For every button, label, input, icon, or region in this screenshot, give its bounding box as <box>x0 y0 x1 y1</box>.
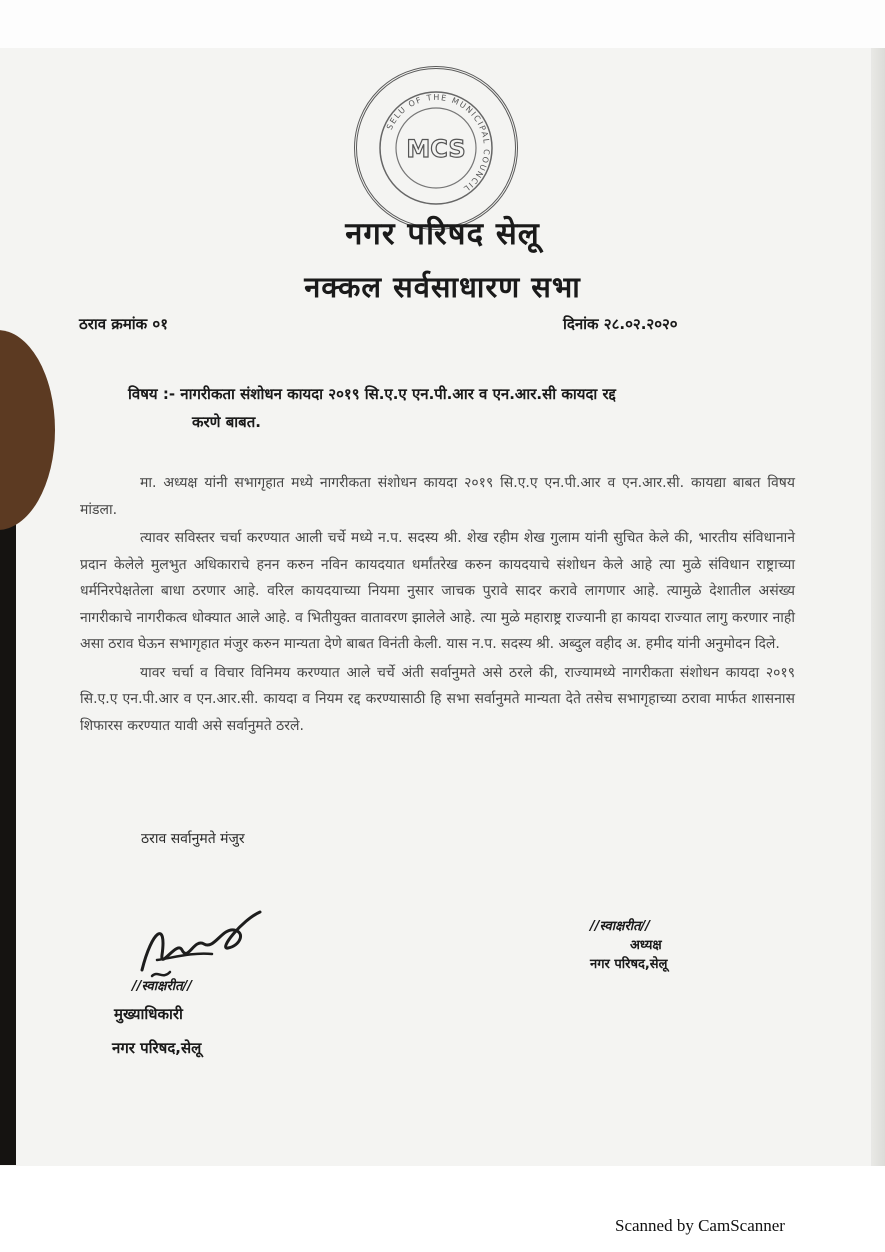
subject-block <box>128 380 778 436</box>
left-designation: मुख्याधिकारी <box>114 1005 183 1023</box>
body-text <box>80 470 795 741</box>
subject-line-2: करणे बाबत. <box>192 413 261 431</box>
seal-ring-text: SELU OF THE MUNICIPAL COUNCIL <box>384 92 492 194</box>
left-office: नगर परिषद,सेलू <box>112 1039 202 1057</box>
right-office: नगर परिषद,सेलू <box>590 957 668 972</box>
seal-center-text: MCS <box>406 135 466 163</box>
paragraph-2: त्यावर सविस्तर चर्चा करण्यात आली चर्चे मध्ये न.प. सदस्य श्री. शेख रहीम शेख गुलाम यांनी सुचित केले की, भारतीय संविधानाने प्रदान केलेले मुलभुत अधिकाराचे हनन करुन नविन कायदयात धर्मांतरेख करुन कायदयाचे संशोधन केले आहे त्या मुळे संविधान राष्ट्राच्या धर्मनिरपेक्षतेला बाधा ठरणार आहे. वरिल कायदयाच्या नियमा नुसार जाचक पुरावे सादर करावे लागणार आहे. त्यामुळे देशातील असंख्य नागरीकाचे नागरीकत्व धोक्यात आले आहे. व भितीयुक्त वातावरण झालेले आहे. त्या मुळे महाराष्ट्र राज्यानी हा कायदा राज्यात लागु करणार नाही असा ठराव घेऊन सभागृहात मंजुर करुन मान्यता देणे बाबत विनंती केली. यास न.प. सदस्य श्री. अब्दुल वहीद अ. हमीद यांनी अनुमोदन दिले. <box>80 530 795 652</box>
scanner-watermark: Scanned by CamScanner <box>615 1216 785 1235</box>
municipal-seal <box>354 66 518 230</box>
paragraph-1: मा. अध्यक्ष यांनी सभागृहात मध्ये नागरीकता संशोधन कायदा २०१९ सि.ए.ए एन.पी.आर व एन.आर.सी. कायद्या बाबत विषय मांडला. <box>80 475 795 518</box>
seal-graphic <box>357 69 515 227</box>
president-signature-block <box>590 917 730 974</box>
document-date: दिनांक २८.०२.२०२० <box>563 315 678 333</box>
paragraph-3: यावर चर्चा व विचार विनिमय करण्यात आले चर्चे अंती सर्वानुमते असे ठरले की, राज्यामध्ये नागरीकता संशोधन कायदा २०१९ सि.ए.ए एन.पी.आर व एन.आर.सी. कायदा व नियम रद्द करण्यासाठी हि सभा सर्वानुमते मान्यता देते तसेच सभागृहाच्या ठरावा मार्फत शासनास शिफारस करण्यात यावी असे सर्वानुमते ठरले. <box>80 664 795 734</box>
resolution-number: ठराव क्रमांक ०१ <box>79 315 169 333</box>
council-title: नगर परिषद सेलू <box>345 216 540 252</box>
meeting-title: नक्कल सर्वसाधारण सभा <box>304 270 581 304</box>
scan-top-margin <box>0 0 885 48</box>
left-signed-note: //स्वाक्षरीत// <box>132 979 193 994</box>
scan-bottom-margin <box>0 1166 885 1252</box>
right-signed-note: //स्वाक्षरीत// <box>590 919 651 934</box>
subject-line-1: विषय :- नागरीकता संशोधन कायदा २०१९ सि.ए.ए एन.पी.आर व एन.आर.सी कायदा रद्द <box>128 385 616 403</box>
right-designation: अध्यक्ष <box>630 938 662 953</box>
resolution-approved: ठराव सर्वानुमते मंजुर <box>141 831 245 847</box>
